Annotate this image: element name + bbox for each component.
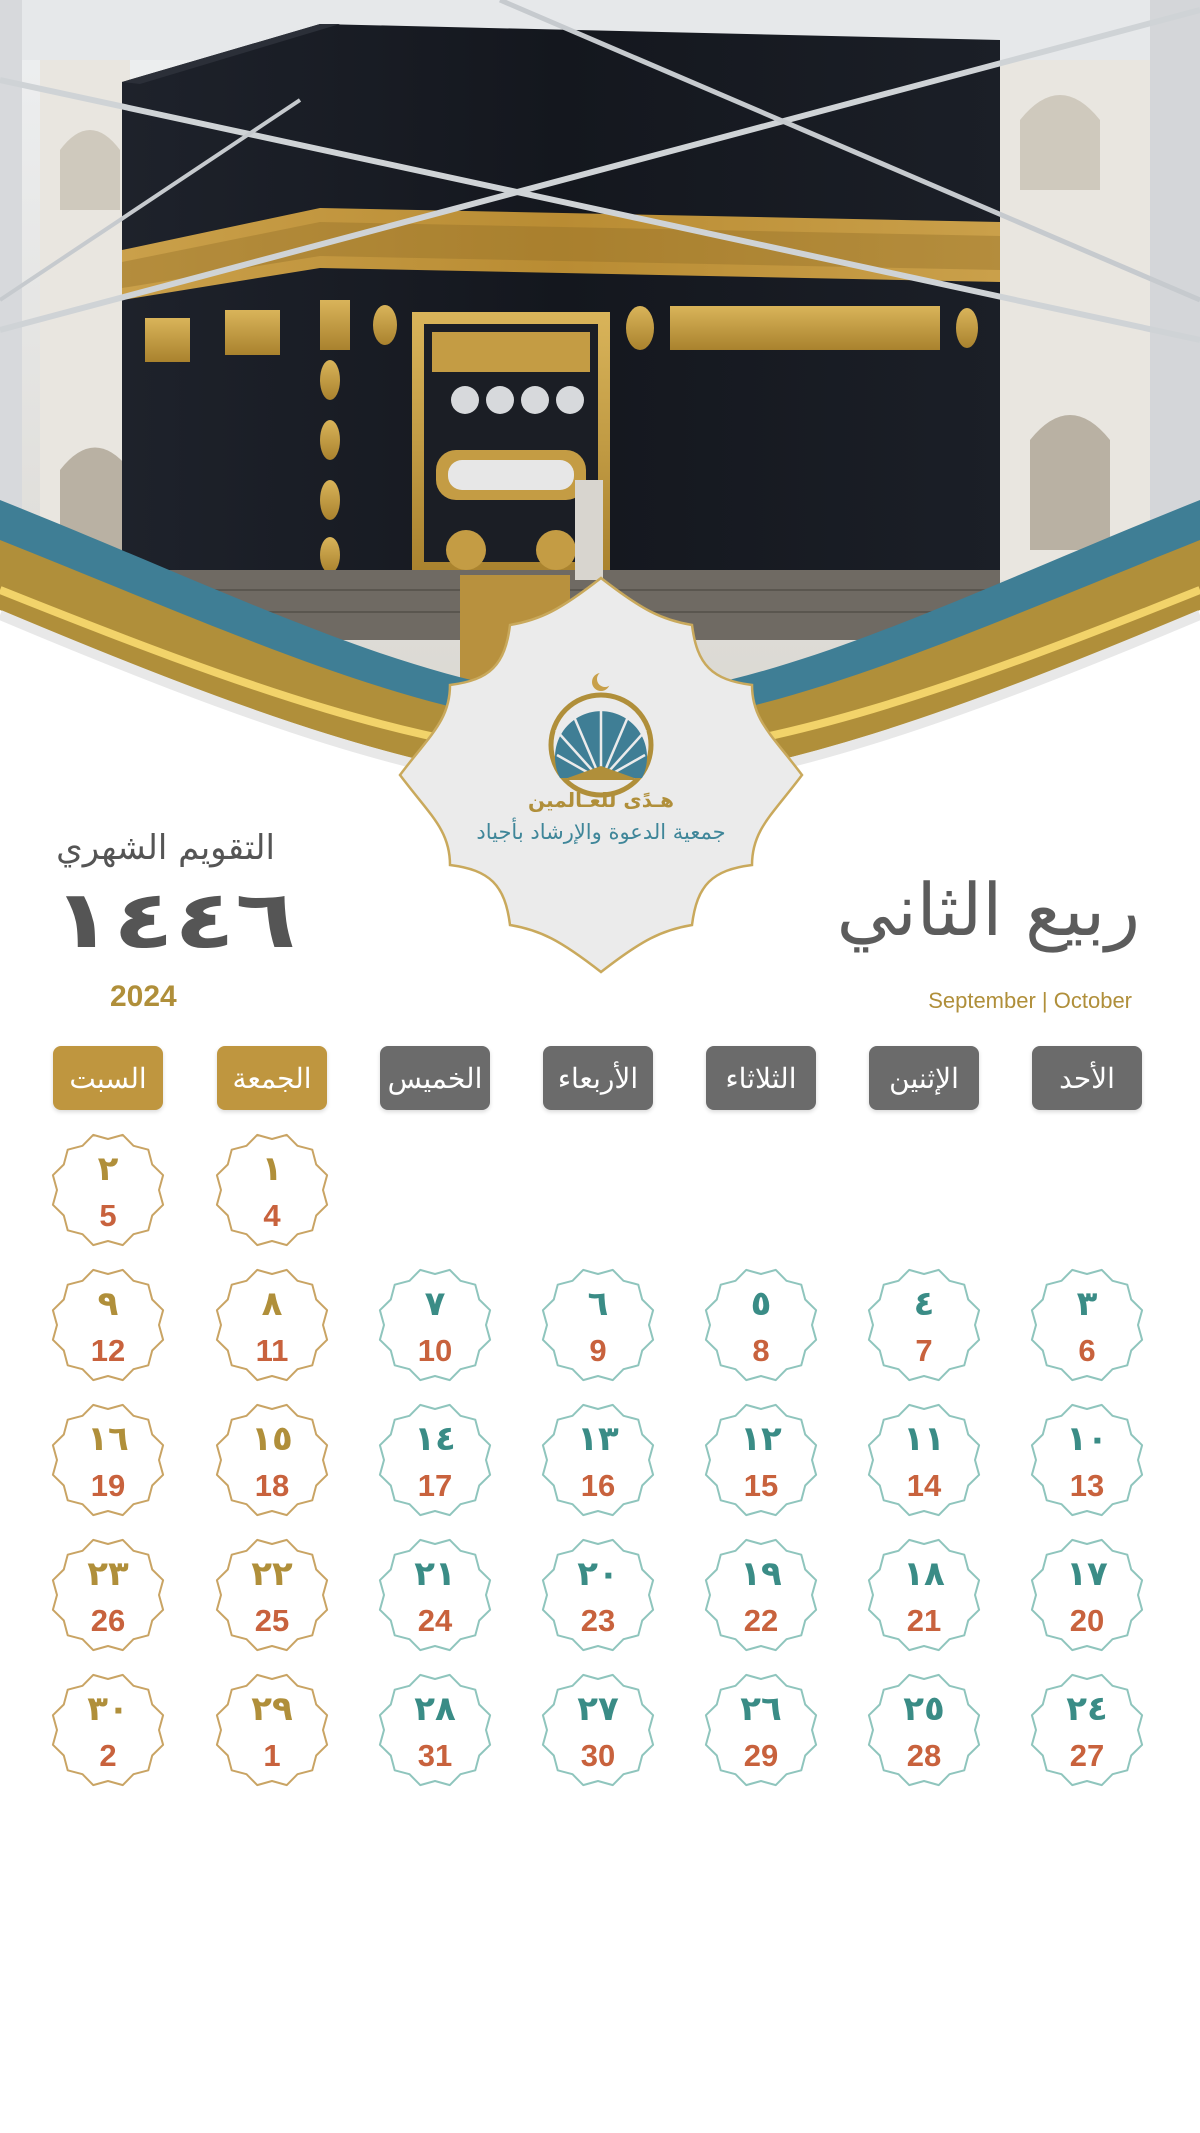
calendar-day	[701, 1400, 821, 1520]
calendar-day	[1027, 1670, 1147, 1790]
gregorian-day-number: 7	[915, 1333, 933, 1368]
gregorian-day-number: 28	[906, 1738, 942, 1773]
calendar-day	[212, 1670, 332, 1790]
hijri-day-number: ٦	[587, 1284, 609, 1324]
calendar-day	[864, 1670, 984, 1790]
hijri-day-number: ٢٧	[577, 1689, 619, 1729]
hijri-day-number: ١٨	[903, 1554, 945, 1594]
calendar-day	[538, 1265, 658, 1385]
gregorian-day-number: 29	[743, 1738, 779, 1773]
calendar-day	[48, 1130, 168, 1250]
calendar-day	[864, 1265, 984, 1385]
weekday-wednesday: الأربعاء	[543, 1046, 653, 1110]
hijri-day-number: ٢	[97, 1149, 119, 1189]
hijri-day-number: ٢٩	[251, 1689, 293, 1729]
organization-name-line-2: جمعية الدعوة والإرشاد بأجياد	[476, 820, 726, 844]
hijri-day-number: ١٥	[251, 1419, 293, 1459]
hijri-day-number: ٧	[424, 1284, 446, 1324]
hijri-day-number: ٢٦	[740, 1689, 782, 1729]
weekday-sunday: الأحد	[1032, 1046, 1142, 1110]
calendar-day	[48, 1400, 168, 1520]
hijri-day-number: ٢٢	[251, 1554, 293, 1594]
hijri-day-number: ٩	[97, 1284, 119, 1324]
weekday-friday: الجمعة	[217, 1046, 327, 1110]
gregorian-day-number: 5	[99, 1198, 117, 1233]
gregorian-day-number: 8	[752, 1333, 770, 1368]
gregorian-day-number: 11	[255, 1333, 289, 1368]
hijri-day-number: ١٩	[740, 1554, 782, 1594]
calendar-day	[864, 1535, 984, 1655]
calendar-day	[48, 1535, 168, 1655]
gregorian-day-number: 10	[417, 1333, 453, 1368]
calendar-day	[212, 1535, 332, 1655]
hijri-day-number: ٢٥	[903, 1689, 945, 1729]
calendar-day	[701, 1265, 821, 1385]
gregorian-day-number: 1	[263, 1738, 281, 1773]
gregorian-day-number: 14	[906, 1468, 942, 1503]
gregorian-day-number: 22	[743, 1603, 779, 1638]
gregorian-day-number: 23	[580, 1603, 616, 1638]
calendar-title: التقويم الشهري	[56, 828, 275, 868]
gregorian-day-number: 18	[254, 1468, 290, 1503]
calendar-day	[538, 1670, 658, 1790]
gregorian-months: September | October	[928, 988, 1132, 1013]
gregorian-day-number: 9	[589, 1333, 607, 1368]
weekday-saturday: السبت	[53, 1046, 163, 1110]
hijri-day-number: ١١	[903, 1419, 945, 1459]
calendar-day	[375, 1265, 495, 1385]
hijri-day-number: ٨	[261, 1284, 283, 1324]
calendar-day	[375, 1400, 495, 1520]
calendar-day	[701, 1670, 821, 1790]
hijri-year: ١٤٤٦	[52, 872, 297, 967]
hijri-day-number: ١٣	[577, 1419, 619, 1459]
hijri-day-number: ٢٨	[414, 1689, 456, 1729]
hijri-day-number: ١٦	[87, 1419, 129, 1459]
gregorian-day-number: 16	[580, 1468, 616, 1503]
organization-name-line-1: هـدًى للعـالمين	[528, 788, 674, 812]
calendar-day	[538, 1400, 658, 1520]
gregorian-day-number: 15	[743, 1468, 779, 1503]
gregorian-day-number: 30	[580, 1738, 616, 1773]
calendar-day	[375, 1535, 495, 1655]
hijri-day-number: ٢٠	[577, 1554, 619, 1594]
calendar-day	[212, 1400, 332, 1520]
weekday-thursday: الخميس	[380, 1046, 490, 1110]
organization-emblem	[392, 570, 810, 980]
gregorian-day-number: 4	[263, 1198, 281, 1233]
gregorian-day-number: 21	[906, 1603, 942, 1638]
calendar-day	[375, 1670, 495, 1790]
hijri-day-number: ٢١	[414, 1554, 456, 1594]
calendar-day	[538, 1535, 658, 1655]
calendar-day	[48, 1670, 168, 1790]
gregorian-day-number: 17	[417, 1468, 453, 1503]
weekday-tuesday: الثلاثاء	[706, 1046, 816, 1110]
calendar-day	[212, 1265, 332, 1385]
hijri-day-number: ١	[261, 1149, 283, 1189]
calendar-day	[212, 1130, 332, 1250]
gregorian-day-number: 2	[99, 1738, 117, 1773]
hijri-day-number: ٥	[750, 1284, 772, 1324]
gregorian-year: 2024	[110, 980, 177, 1013]
gregorian-day-number: 26	[90, 1603, 126, 1638]
hijri-day-number: ٢٤	[1066, 1689, 1108, 1729]
hijri-day-number: ١٧	[1066, 1554, 1108, 1594]
calendar-day	[48, 1265, 168, 1385]
hijri-day-number: ١٢	[740, 1419, 782, 1459]
calendar-day	[701, 1535, 821, 1655]
weekday-monday: الإثنين	[869, 1046, 979, 1110]
gregorian-day-number: 27	[1069, 1738, 1105, 1773]
hijri-day-number: ٣	[1076, 1284, 1098, 1324]
calendar-day	[1027, 1535, 1147, 1655]
hijri-day-number: ٤	[913, 1284, 935, 1324]
calendar-day	[1027, 1265, 1147, 1385]
calendar-day	[1027, 1400, 1147, 1520]
hijri-day-number: ١٤	[414, 1419, 456, 1459]
gregorian-day-number: 12	[90, 1333, 126, 1368]
hijri-day-number: ٣٠	[87, 1689, 129, 1729]
gregorian-day-number: 6	[1078, 1333, 1096, 1368]
gregorian-day-number: 31	[417, 1738, 453, 1773]
hijri-month-name: ربيع الثاني	[836, 868, 1140, 952]
hijri-day-number: ١٠	[1066, 1419, 1108, 1459]
gregorian-day-number: 20	[1069, 1603, 1105, 1638]
gregorian-day-number: 24	[417, 1603, 453, 1638]
gregorian-day-number: 13	[1069, 1468, 1105, 1503]
gregorian-day-number: 25	[254, 1603, 290, 1638]
gregorian-day-number: 19	[90, 1468, 126, 1503]
calendar-day	[864, 1400, 984, 1520]
hijri-day-number: ٢٣	[87, 1554, 129, 1594]
